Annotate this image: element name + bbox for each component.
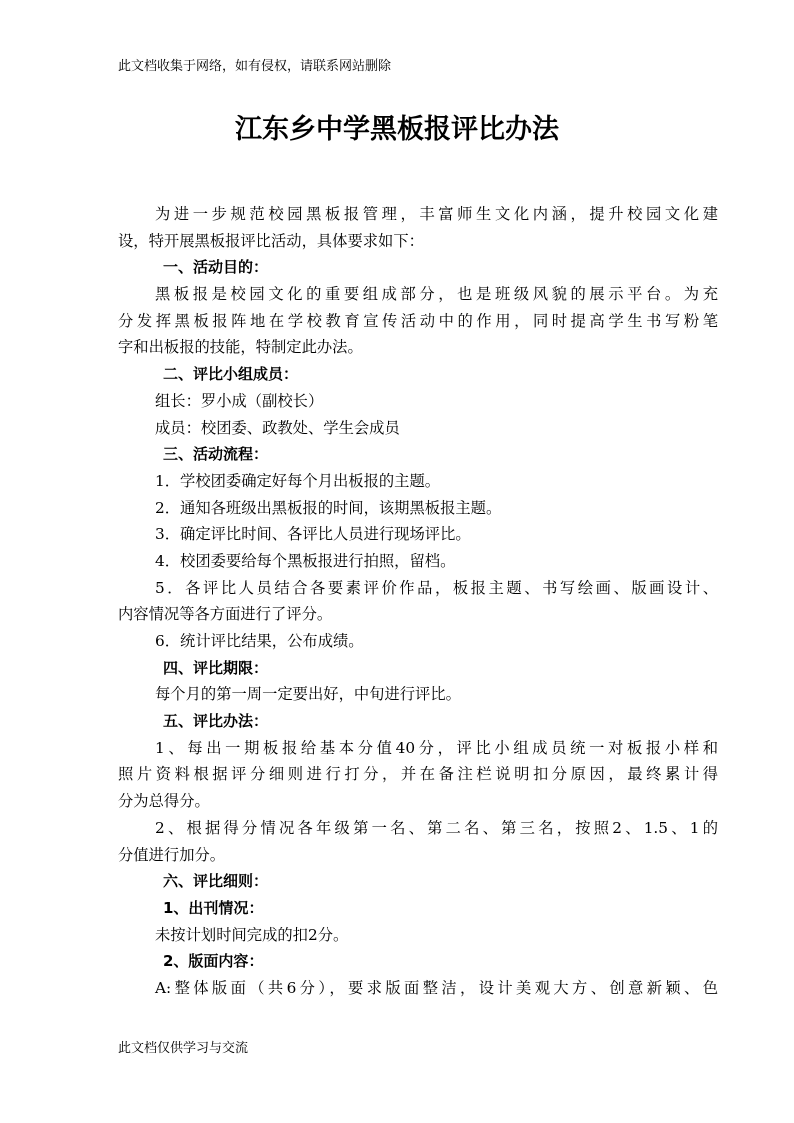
method-item-2-line-1: 2、根据得分情况各年级第一名、第二名、第三名，按照2、1.5、1的	[155, 818, 718, 837]
section-heading-purpose: 一、活动目的：	[163, 258, 269, 277]
purpose-line-1: 黑板报是校园文化的重要组成部分，也是班级风貌的展示平台。为充	[155, 285, 718, 304]
method-item-1-line-1: 1、每出一期板报给基本分值40分，评比小组成员统一对板报小样和	[155, 738, 718, 757]
section-heading-process: 三、活动流程：	[163, 445, 269, 464]
process-item-5-line-2: 内容情况等各方面进行了评分。	[118, 605, 333, 624]
document-body	[118, 201, 718, 1002]
section-heading-period: 四、评比期限：	[163, 658, 269, 677]
process-item-3: 3．确定评比时间、各评比人员进行现场评比。	[155, 525, 471, 544]
method-item-1-line-3: 分为总得分。	[118, 792, 210, 811]
committee-members: 成员：校团委、政教处、学生会成员	[155, 418, 400, 437]
process-item-5-line-1: 5．各评比人员结合各要素评价作品，板报主题、书写绘画、版画设计、	[155, 578, 718, 597]
rules-layout-line-1: A:整体版面（共6分），要求版面整洁，设计美观大方、创意新颖、色	[155, 978, 718, 997]
method-item-2-line-2: 分值进行加分。	[118, 845, 226, 864]
process-item-6: 6．统计评比结果，公布成绩。	[155, 632, 364, 650]
method-item-1-line-2: 照片资料根据评分细则进行打分，并在备注栏说明扣分原因，最终累计得	[118, 765, 718, 784]
process-item-4: 4．校团委要给每个黑板报进行拍照，留档。	[155, 551, 456, 570]
section-heading-committee: 二、评比小组成员：	[163, 365, 299, 384]
document-title: 江东乡中学黑板报评比办法	[235, 114, 559, 145]
intro-line-2: 设，特开展黑板报评比活动，具体要求如下：	[118, 231, 424, 250]
footer-disclaimer: 此文档仅供学习与交流	[118, 1041, 249, 1056]
rules-subheading-layout: 2、版面内容：	[163, 952, 264, 971]
intro-line-1: 为进一步规范校园黑板报管理，丰富师生文化内涵，提升校园文化建	[155, 205, 718, 223]
purpose-line-3: 字和出板报的技能，特制定此办法。	[118, 338, 363, 357]
rules-publication-line-1: 未按计划时间完成的扣2分。	[155, 925, 349, 944]
purpose-line-2: 分发挥黑板报阵地在学校教育宣传活动中的作用，同时提高学生书写粉笔	[118, 311, 718, 330]
period-line-1: 每个月的第一周一定要出好，中旬进行评比。	[155, 685, 461, 704]
section-heading-rules: 六、评比细则：	[163, 872, 269, 891]
header-disclaimer: 此文档收集于网络，如有侵权，请联系网站删除	[118, 59, 392, 74]
process-item-2: 2．通知各班级出黑板报的时间，该期黑板报主题。	[155, 498, 502, 517]
section-heading-method: 五、评比办法：	[163, 712, 269, 731]
process-item-1: 1．学校团委确定好每个月出板报的主题。	[155, 471, 441, 490]
rules-subheading-publication: 1、出刊情况：	[163, 898, 264, 917]
committee-leader: 组长：罗小成（副校长）	[155, 391, 324, 410]
